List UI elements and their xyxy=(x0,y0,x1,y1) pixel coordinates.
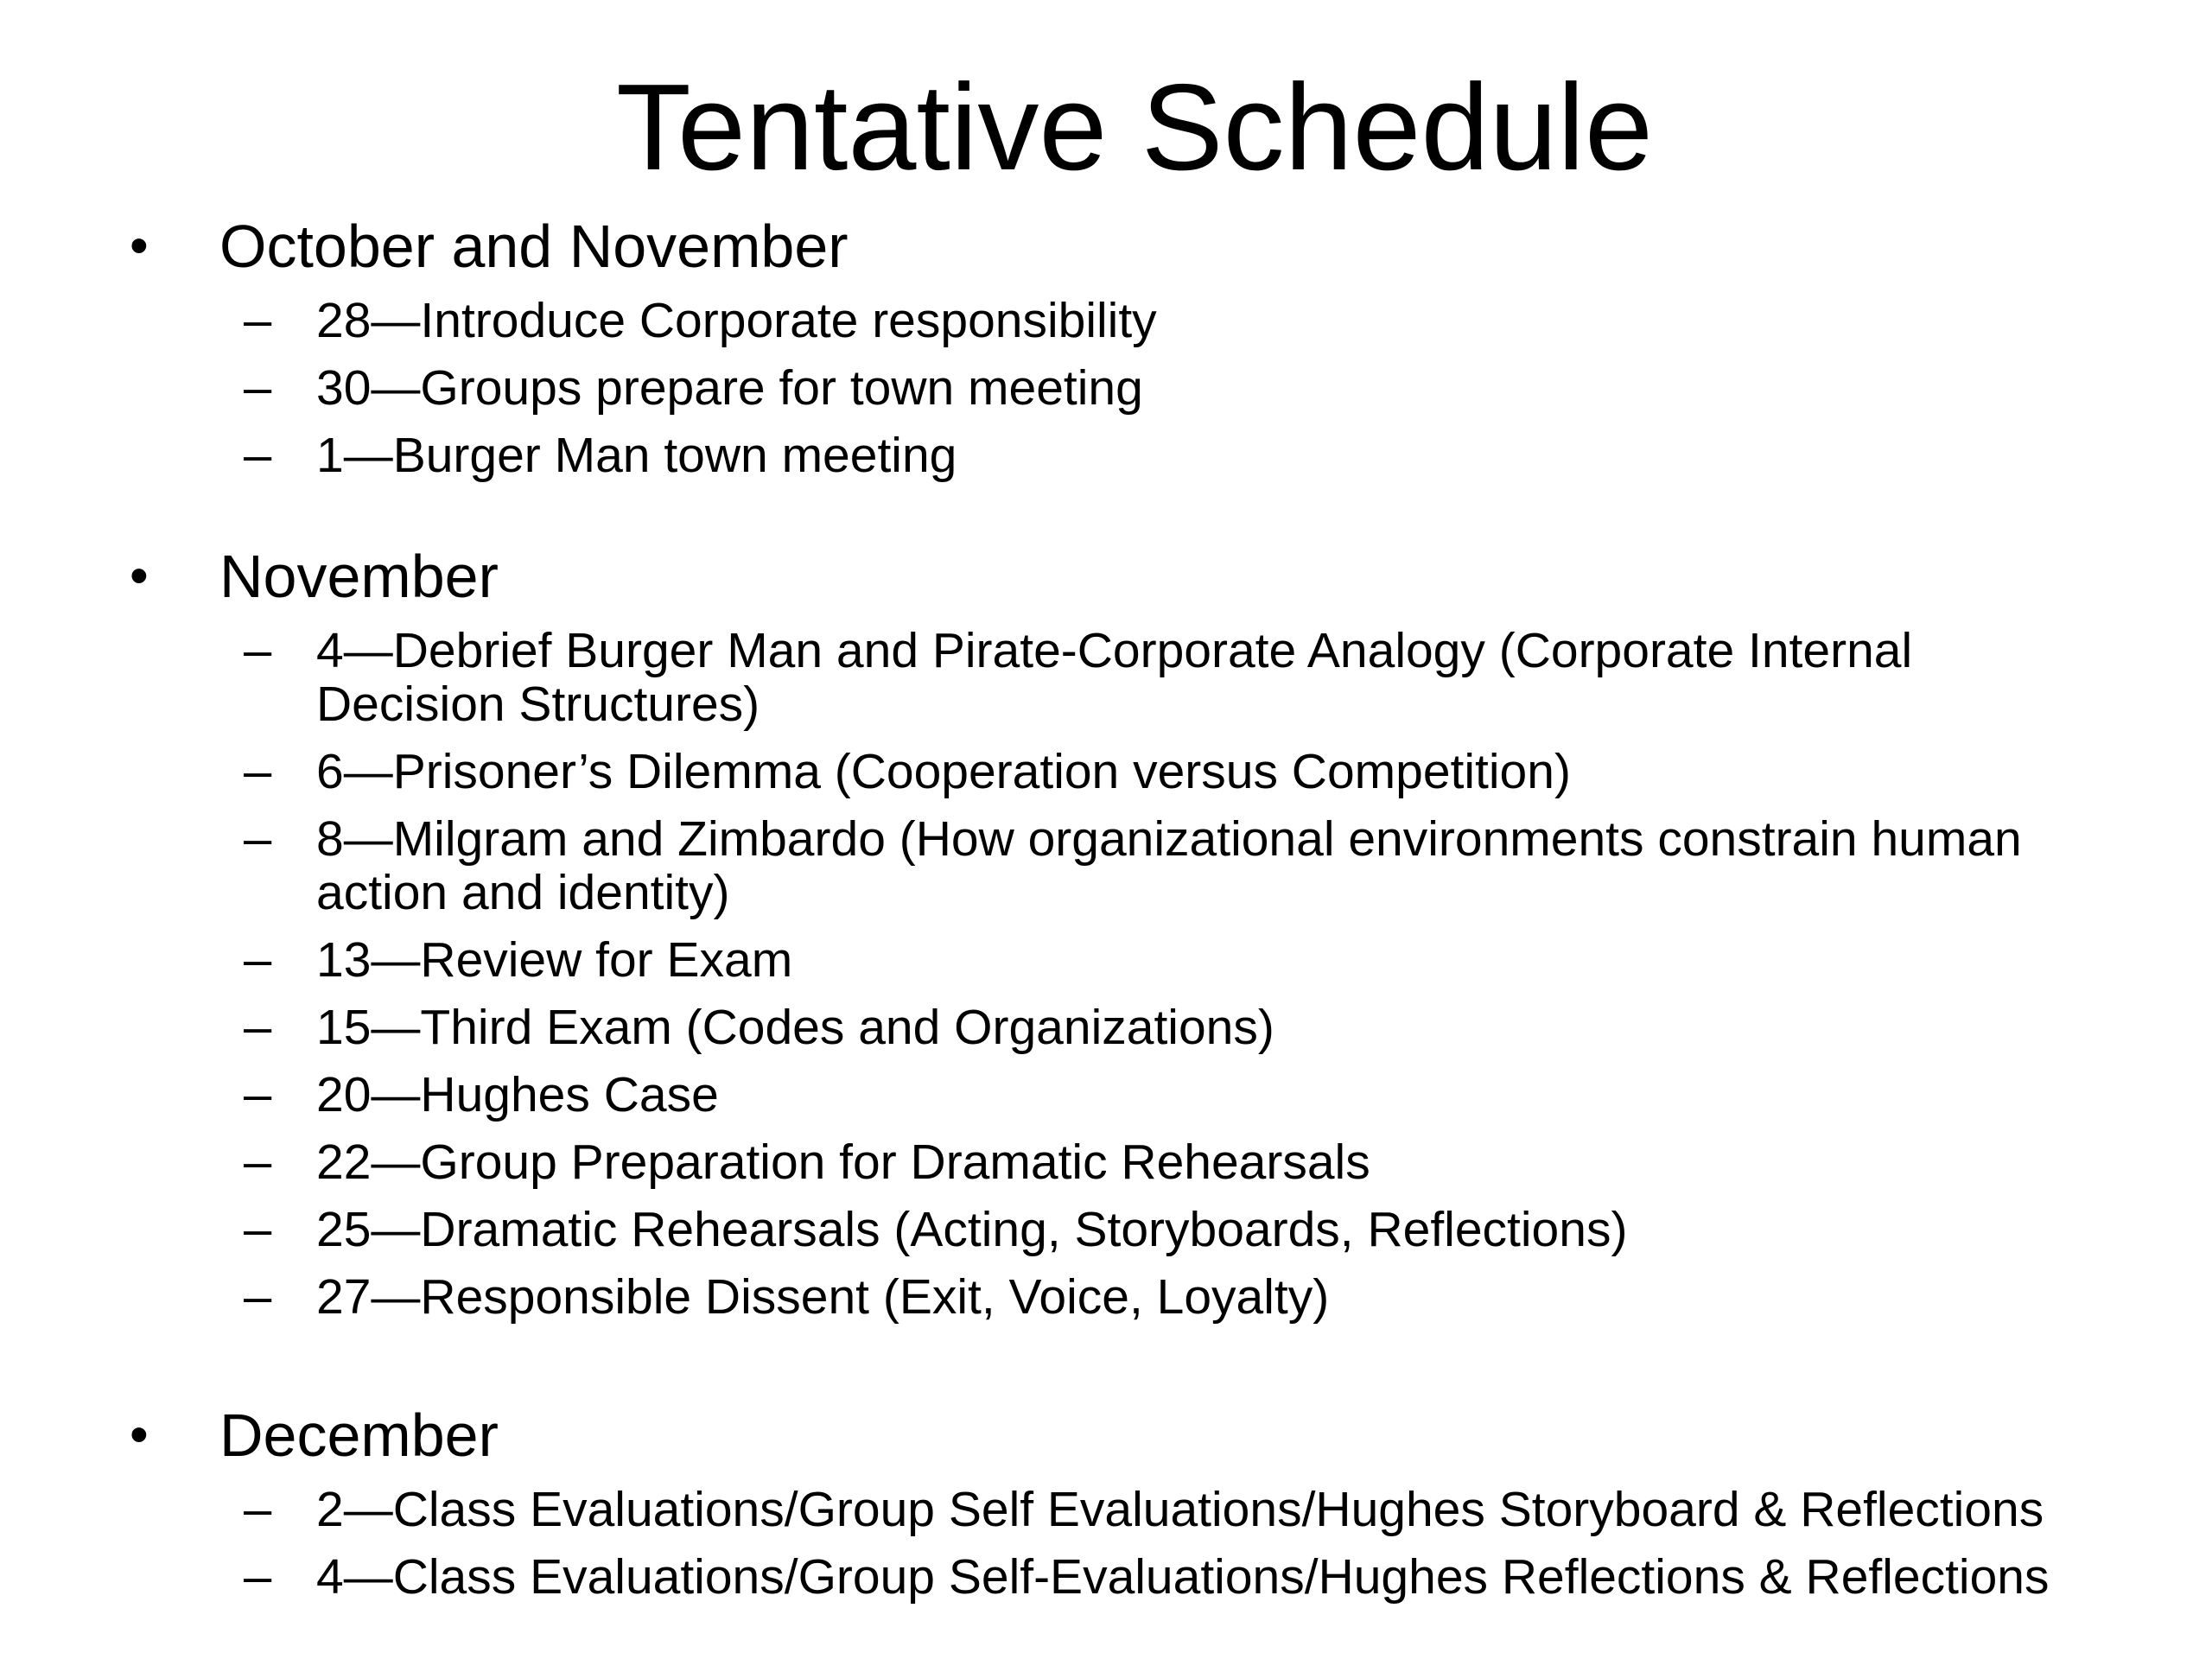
dash-icon: – xyxy=(244,810,272,867)
list-item-text: 2—Class Evaluations/Group Self Evaluations/Hughes Storyboard & Reflections xyxy=(316,1482,2044,1537)
section-heading xyxy=(0,537,2212,615)
dash-icon: – xyxy=(244,1134,272,1190)
list-item-text: 15—Third Exam (Codes and Organizations) xyxy=(316,1000,1274,1055)
list-item-text: 1—Burger Man town meeting xyxy=(316,428,957,483)
list-item-text: 4—Debrief Burger Man and Pirate-Corporate Analogy (Corporate Internal Decision Structures) xyxy=(316,623,1913,732)
dash-icon: – xyxy=(244,1481,272,1537)
dash-icon: – xyxy=(244,743,272,799)
list-item-text: 13—Review for Exam xyxy=(316,932,793,988)
section-label: November xyxy=(219,543,499,610)
dash-icon: – xyxy=(244,292,272,348)
list-item-text: 20—Hughes Case xyxy=(316,1067,719,1122)
dash-icon: – xyxy=(244,1548,272,1605)
dash-icon: – xyxy=(244,1201,272,1257)
list-item-text: 8—Milgram and Zimbardo (How organizational environments constrain human action and identity) xyxy=(316,811,2022,920)
dash-icon: – xyxy=(244,427,272,483)
dash-icon: – xyxy=(244,1066,272,1122)
list-item-text: 30—Groups prepare for town meeting xyxy=(316,360,1143,416)
bullet-icon: • xyxy=(130,1405,149,1465)
section-label: December xyxy=(219,1402,499,1469)
list-item-text: 22—Group Preparation for Dramatic Rehearsals xyxy=(316,1135,1370,1190)
list-item-text: 25—Dramatic Rehearsals (Acting, Storyboards, Reflections) xyxy=(316,1202,1628,1257)
dash-icon: – xyxy=(244,931,272,988)
bullet-icon: • xyxy=(130,216,149,276)
dash-icon: – xyxy=(244,999,272,1055)
dash-icon: – xyxy=(244,622,272,678)
section-heading xyxy=(0,1396,2212,1474)
list-item-text: 4—Class Evaluations/Group Self-Evaluations/Hughes Reflections & Reflections xyxy=(316,1549,2050,1605)
dash-icon: – xyxy=(244,359,272,416)
section-heading xyxy=(0,207,2212,285)
section-label: October and November xyxy=(219,213,849,280)
list-item-text: 6—Prisoner’s Dilemma (Cooperation versus Competition) xyxy=(316,744,1571,799)
slide-title: Tentative Schedule xyxy=(616,59,1653,196)
list-item-text: 27—Responsible Dissent (Exit, Voice, Loyalty) xyxy=(316,1269,1330,1325)
bullet-icon: • xyxy=(130,546,149,606)
list-item-text: 28—Introduce Corporate responsibility xyxy=(316,293,1157,348)
dash-icon: – xyxy=(244,1268,272,1325)
